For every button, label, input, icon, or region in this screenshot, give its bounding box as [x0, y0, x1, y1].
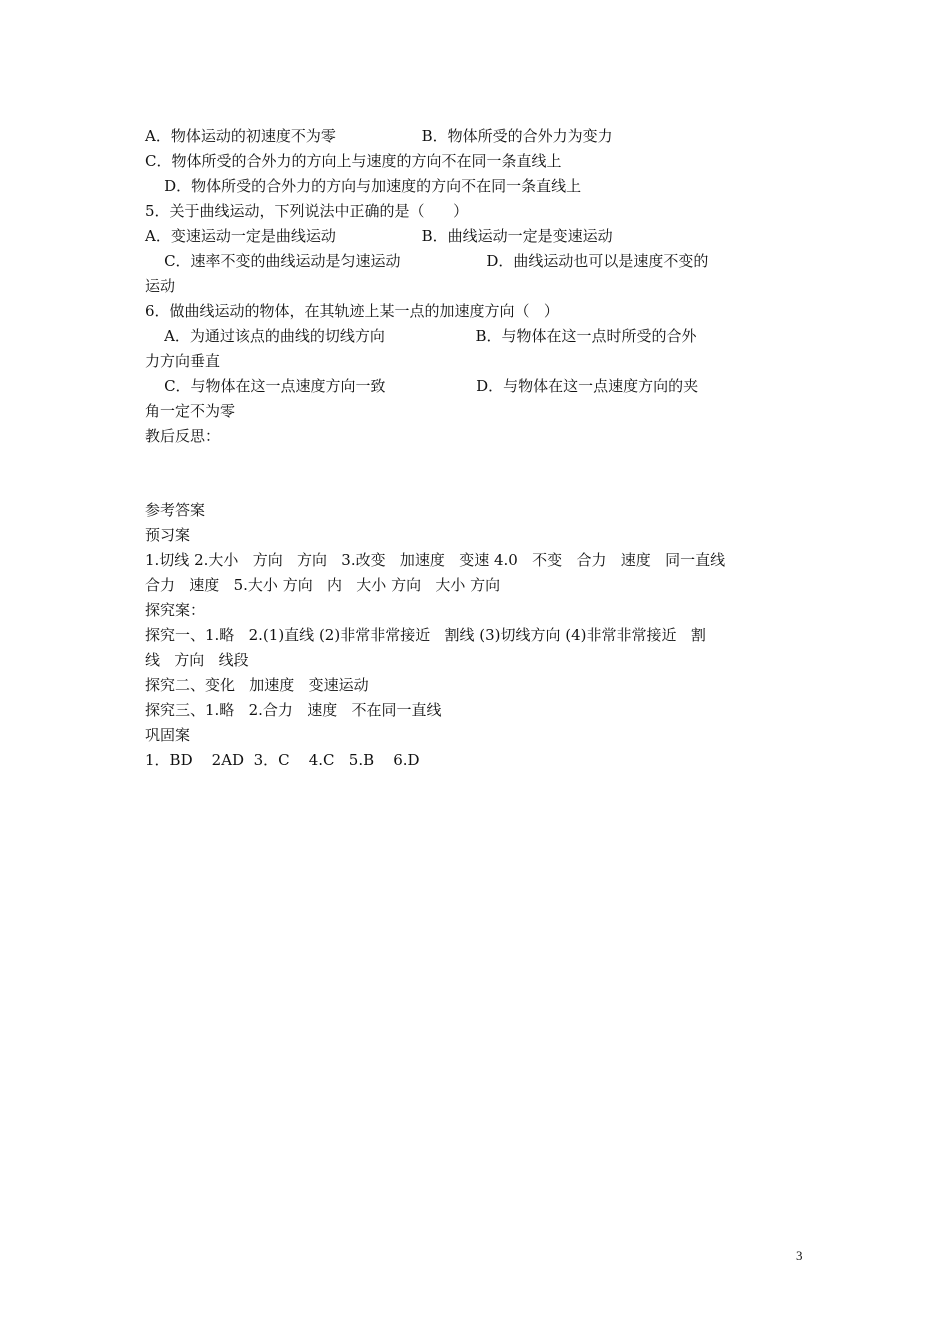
inquiry-three-answers: 探究三、1.略 2.合力 速度 不在同一直线 — [145, 701, 442, 719]
option-4c: C．物体所受的合外力的方向上与速度的方向不在同一条直线上 — [145, 152, 562, 170]
option-6b-continued: 力方向垂直 — [145, 352, 221, 370]
preview-section-heading: 预习案 — [145, 526, 191, 544]
option-4a-4b: A．物体运动的初速度不为零 B．物体所受的合外力为变力 — [145, 127, 613, 145]
option-6d-continued: 角一定不为零 — [145, 402, 236, 420]
option-5d-continued: 运动 — [145, 277, 176, 295]
consolidation-answers: 1．BD 2AD 3．C 4.C 5.B 6.D — [145, 751, 420, 769]
inquiry-two-answers: 探究二、变化 加速度 变速运动 — [145, 676, 369, 694]
answers-heading: 参考答案 — [145, 501, 206, 519]
option-4d: D．物体所受的合外力的方向与加速度的方向不在同一条直线上 — [145, 177, 582, 195]
inquiry-section-heading: 探究案： — [145, 601, 206, 619]
option-6c-6d: C．与物体在这一点速度方向一致 D．与物体在这一点速度方向的夹 — [145, 377, 699, 395]
consolidation-section-heading: 巩固案 — [145, 726, 191, 744]
option-5c-5d: C．速率不变的曲线运动是匀速运动 D．曲线运动也可以是速度不变的 — [145, 252, 709, 270]
page-number: 3 — [796, 1248, 803, 1263]
question-5: 5．关于曲线运动，下列说法中正确的是（ ） — [145, 202, 469, 220]
teaching-reflection-label: 教后反思： — [145, 427, 221, 445]
option-6a-6b: A．为通过该点的曲线的切线方向 B．与物体在这一点时所受的合外 — [145, 327, 697, 345]
inquiry-one-answers: 探究一、1.略 2.(1)直线 (2)非常非常接近 割线 (3)切线方向 (4)非常非常接近 割 — [145, 626, 706, 644]
question-6: 6．做曲线运动的物体，在其轨迹上某一点的加速度方向（ ） — [145, 302, 559, 320]
option-5a-5b: A．变速运动一定是曲线运动 B．曲线运动一定是变速运动 — [145, 227, 613, 245]
preview-answers: 1.切线 2.大小 方向 方向 3.改变 加速度 变速 4.0 不变 合力 速度 同一直线 — [145, 551, 726, 569]
preview-answers-continued: 合力 速度 5.大小 方向 内 大小 方向 大小 方向 — [145, 576, 501, 594]
inquiry-one-answers-continued: 线 方向 线段 — [145, 651, 249, 669]
